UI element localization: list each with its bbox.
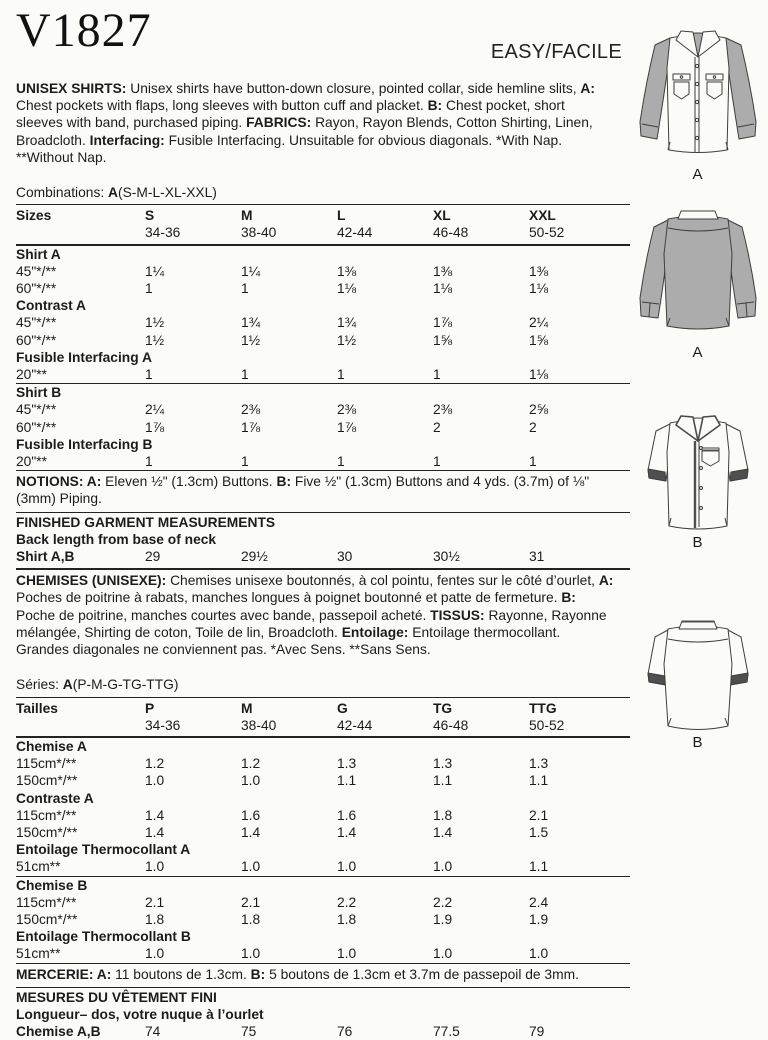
table-row: [16, 717, 630, 737]
table-cell: 1.1: [337, 773, 357, 789]
table-cell: 2.4: [529, 894, 549, 910]
table-cell: 76: [337, 1024, 353, 1040]
table-cell: 1⅜: [529, 263, 549, 279]
table-cell: 1.8: [145, 911, 165, 927]
table-cell: 1: [241, 454, 249, 470]
table-cell: 34-36: [145, 224, 241, 244]
yardage-table-english: [16, 204, 630, 471]
table-cell: 2⅜: [337, 402, 357, 418]
table-cell: 2: [529, 419, 537, 435]
table-row: [16, 332, 630, 349]
table-row: [16, 928, 630, 945]
table-cell: 1.0: [241, 946, 261, 962]
table-row: [16, 205, 630, 225]
description-english: UNISEX SHIRTS: Unisex shirts have button-down closure, pointed collar, side hemline slits, A: Chest pockets with flaps, long sleeves with button cuff and placket. B: Chest pocket, short sleeves with band, purchased piping. FABRICS: Rayon, Rayon Blends, Cotton Shirting, Linen, Broadcloth. Interfacing: Fusible Interfacing. Unsuitable for obvious diagonals. *With Nap. **Without Nap.: [16, 81, 595, 165]
table-cell: 42-44: [337, 224, 433, 244]
table-cell: 1.0: [145, 773, 165, 789]
table-cell: 1.3: [433, 756, 453, 772]
finished-row-french: [16, 1023, 630, 1040]
table-cell: 1.1: [529, 773, 549, 789]
table-cell: 50-52: [529, 717, 630, 737]
main-text-column: [16, 0, 630, 1040]
table-cell: 1⅛: [337, 281, 357, 297]
table-row: [16, 297, 630, 314]
notions-french: MERCERIE: A: 11 boutons de 1.3cm. B: 5 boutons de 1.3cm et 3.7m de passepoil de 3mm.: [16, 966, 579, 982]
table-cell: 2⅜: [433, 402, 453, 418]
table-cell: 20"**: [16, 367, 47, 383]
table-cell: TTG: [529, 700, 557, 716]
pattern-number: V1827: [16, 4, 152, 57]
table-row: [16, 419, 630, 436]
table-cell: 1.3: [337, 756, 357, 772]
table-cell: 1: [145, 367, 153, 383]
table-cell: 115cm*/**: [16, 807, 77, 823]
table-cell: 1: [529, 454, 537, 470]
table-cell: 1.0: [241, 773, 261, 789]
table-row: [16, 1023, 630, 1040]
table-cell: 1⅞: [241, 419, 261, 435]
table-cell: 1½: [145, 332, 165, 348]
table-cell: 46-48: [433, 717, 529, 737]
table-cell: 30½: [433, 549, 460, 565]
table-cell: 50-52: [529, 224, 630, 244]
table-cell: 1⅛: [529, 281, 549, 297]
table-row: [16, 697, 630, 717]
table-cell: 2.2: [337, 894, 357, 910]
figure-label: A: [692, 166, 703, 183]
table-cell: S: [145, 208, 155, 224]
table-cell: 38-40: [241, 717, 337, 737]
table-cell: 51cm**: [16, 946, 61, 962]
table-cell: 2⅝: [529, 402, 549, 418]
yardage-table-french: [16, 697, 630, 964]
illustration-column: [627, 0, 768, 1040]
table-cell: Chemise A,B: [16, 1024, 101, 1040]
difficulty-label: EASY/FACILE: [490, 41, 622, 63]
table-cell: 1½: [337, 332, 357, 348]
table-cell: 2: [433, 419, 441, 435]
table-row: [16, 548, 630, 565]
table-cell: P: [145, 700, 155, 716]
table-cell: 1½: [145, 315, 165, 331]
table-cell: 1: [145, 281, 153, 297]
table-row: [16, 737, 630, 755]
figure-shirt-b-back: [627, 610, 768, 751]
table-cell: 1: [337, 454, 345, 470]
table-cell: 1¾: [337, 315, 357, 331]
table-cell: 77.5: [433, 1024, 460, 1040]
table-cell: 1.9: [529, 911, 549, 927]
table-cell: 1.2: [241, 756, 261, 772]
table-cell: 1⅝: [529, 332, 549, 348]
table-cell: 1¼: [241, 263, 261, 279]
table-cell: 1.4: [241, 824, 261, 840]
table-cell: Entoilage Thermocollant B: [16, 929, 191, 945]
table-cell: 20"**: [16, 454, 47, 470]
table-cell: Chemise A: [16, 738, 87, 754]
table-cell: TG: [433, 700, 453, 716]
table-cell: 75: [241, 1024, 257, 1040]
figure-shirt-b-front: [627, 408, 768, 551]
table-row: [16, 349, 630, 366]
table-cell: 42-44: [337, 717, 433, 737]
finished-subtitle-english: Back length from base of neck: [16, 531, 217, 547]
combinations-line-english: Combinations: A(S-M-L-XL-XXL): [16, 185, 217, 201]
table-cell: 1⅝: [433, 332, 453, 348]
table-cell: Shirt A,B: [16, 549, 75, 565]
finished-title-english: FINISHED GARMENT MEASUREMENTS: [16, 514, 276, 530]
table-cell: 1.0: [529, 946, 549, 962]
table-row: [16, 945, 630, 963]
table-cell: 45"*/**: [16, 315, 57, 331]
table-cell: 60"*/**: [16, 419, 57, 435]
table-cell: 1¼: [145, 263, 165, 279]
shirt-b-back-illustration: [628, 610, 768, 732]
table-row: [16, 790, 630, 807]
table-cell: 2.1: [145, 894, 165, 910]
table-cell: 2.2: [433, 894, 453, 910]
table-cell: 1: [337, 367, 345, 383]
table-cell: 1: [241, 367, 249, 383]
table-cell: 1.0: [241, 859, 261, 875]
description-french: CHEMISES (UNISEXE): Chemises unisexe boutonnés, à col pointu, fentes sur le côté d’ourlet, A: Poches de poitrine à rabats, manches longues à poignet boutonné et patte de fermeture. B: Poche de poitrine, manches courtes avec bande, passepoil acheté. TISSUS: Rayonne, Rayonne mélangée, Shirting de coton, Toile de lin, Broadcloth. Entoilage: Entoilage thermocollant. Grandes diagonales ne conviennent pas. *Avec Sens. **Sans Sens.: [16, 573, 614, 658]
table-cell: 1.0: [145, 859, 165, 875]
table-cell: Chemise B: [16, 876, 630, 894]
table-cell: 1.8: [433, 807, 453, 823]
table-cell: 2.1: [241, 894, 261, 910]
finished-measurements-french: [16, 987, 630, 1040]
table-row: [16, 807, 630, 824]
table-cell: M: [241, 208, 253, 224]
table-row: [16, 245, 630, 263]
table-cell: 60"*/**: [16, 332, 57, 348]
table-cell: 74: [145, 1024, 161, 1040]
table-cell: [16, 224, 145, 244]
table-cell: 45"*/**: [16, 263, 57, 279]
table-cell: 1.9: [433, 911, 453, 927]
table-cell: 29½: [241, 549, 268, 565]
table-cell: 1.0: [337, 859, 357, 875]
table-row: [16, 224, 630, 244]
table-cell: 2.1: [529, 807, 549, 823]
table-cell: Contraste A: [16, 790, 94, 806]
table-cell: 31: [529, 549, 545, 565]
table-cell: 1.0: [337, 946, 357, 962]
table-cell: 29: [145, 549, 161, 565]
figure-label: A: [692, 344, 703, 361]
table-row: [16, 280, 630, 297]
table-cell: 150cm*/**: [16, 824, 78, 840]
table-cell: Fusible Interfacing B: [16, 436, 153, 452]
combinations-line-french: Séries: A(P-M-G-TG-TTG): [16, 677, 179, 693]
table-row: [16, 436, 630, 453]
table-cell: Entoilage Thermocollant A: [16, 842, 191, 858]
table-row: [16, 453, 630, 471]
table-row: [16, 384, 630, 402]
table-cell: 60"*/**: [16, 281, 57, 297]
table-cell: Shirt B: [16, 384, 630, 402]
table-cell: 38-40: [241, 224, 337, 244]
table-cell: 1.0: [145, 946, 165, 962]
table-cell: 1.6: [337, 807, 357, 823]
table-row: [16, 366, 630, 384]
table-row: [16, 858, 630, 876]
table-cell: 150cm*/**: [16, 773, 78, 789]
table-cell: 2¼: [145, 402, 165, 418]
table-cell: 1.6: [241, 807, 261, 823]
table-cell: 1.4: [145, 807, 165, 823]
table-cell: 1.8: [241, 911, 261, 927]
table-cell: 2⅜: [241, 402, 261, 418]
table-cell: L: [337, 208, 346, 224]
table-cell: 115cm*/**: [16, 756, 77, 772]
table-cell: 1⅞: [337, 419, 357, 435]
table-cell: 79: [529, 1024, 545, 1040]
table-cell: 1⅜: [433, 263, 453, 279]
finished-row-english: [16, 548, 630, 565]
table-row: [16, 755, 630, 772]
shirt-a-front-illustration: [628, 24, 768, 164]
table-cell: 1: [433, 454, 441, 470]
table-cell: Contrast A: [16, 298, 87, 314]
figure-label: B: [692, 734, 703, 751]
table-cell: 1.4: [337, 824, 357, 840]
table-cell: 150cm*/**: [16, 911, 78, 927]
table-row: [16, 894, 630, 911]
table-cell: 1.2: [145, 756, 165, 772]
table-cell: [16, 717, 145, 737]
table-cell: 1.0: [433, 946, 453, 962]
table-cell: 1: [145, 454, 153, 470]
table-cell: 1¾: [241, 315, 261, 331]
table-row: [16, 911, 630, 928]
table-cell: 1⅛: [433, 281, 453, 297]
table-row: [16, 263, 630, 280]
table-cell: 1: [241, 281, 249, 297]
table-row: [16, 772, 630, 789]
table-cell: 1.4: [433, 824, 453, 840]
table-cell: 1.3: [529, 756, 549, 772]
finished-measurements-english: [16, 512, 630, 566]
table-row: [16, 824, 630, 841]
table-cell: 1.0: [433, 859, 453, 875]
table-cell: 1⅞: [145, 419, 165, 435]
table-row: [16, 841, 630, 858]
table-cell: 1½: [241, 332, 261, 348]
table-row: [16, 401, 630, 418]
table-cell: 1⅞: [433, 315, 453, 331]
figure-shirt-a-front: [627, 24, 768, 183]
table-cell: 51cm**: [16, 859, 61, 875]
figure-shirt-a-back: [627, 202, 768, 361]
shirt-b-front-illustration: [628, 408, 768, 532]
table-cell: XXL: [529, 208, 556, 224]
table-cell: 34-36: [145, 717, 241, 737]
notions-english: NOTIONS: A: Eleven ½" (1.3cm) Buttons. B: Five ½" (1.3cm) Buttons and 4 yds. (3.7m) of ⅛" (3mm) Piping.: [16, 474, 590, 507]
table-cell: 1.1: [529, 859, 549, 875]
table-cell: 46-48: [433, 224, 529, 244]
figure-label: B: [692, 534, 703, 551]
table-cell: 1⅛: [529, 367, 549, 383]
table-row: [16, 876, 630, 894]
table-cell: 2¼: [529, 315, 549, 331]
table-cell: 1.8: [337, 911, 357, 927]
finished-title-french: MESURES DU VÊTEMENT FINI: [16, 989, 217, 1005]
table-cell: 1.5: [529, 824, 549, 840]
table-cell: Fusible Interfacing A: [16, 349, 152, 365]
finished-subtitle-french: Longueur– dos, votre nuque à l’ourlet: [16, 1006, 264, 1022]
table-cell: M: [241, 700, 253, 716]
table-cell: 115cm*/**: [16, 894, 77, 910]
shirt-a-back-illustration: [628, 202, 768, 342]
table-cell: XL: [433, 208, 451, 224]
french-section: [16, 568, 630, 658]
table-cell: 1.1: [433, 773, 453, 789]
table-cell: 30: [337, 549, 353, 565]
table-cell: 45"*/**: [16, 402, 57, 418]
table-cell: Shirt A: [16, 246, 61, 262]
table-cell: 1⅜: [337, 263, 357, 279]
table-cell: G: [337, 700, 348, 716]
table-cell: Tailles: [16, 700, 58, 716]
table-cell: 1.4: [145, 824, 165, 840]
table-cell: Sizes: [16, 208, 52, 224]
table-row: [16, 314, 630, 331]
table-cell: 1: [433, 367, 441, 383]
